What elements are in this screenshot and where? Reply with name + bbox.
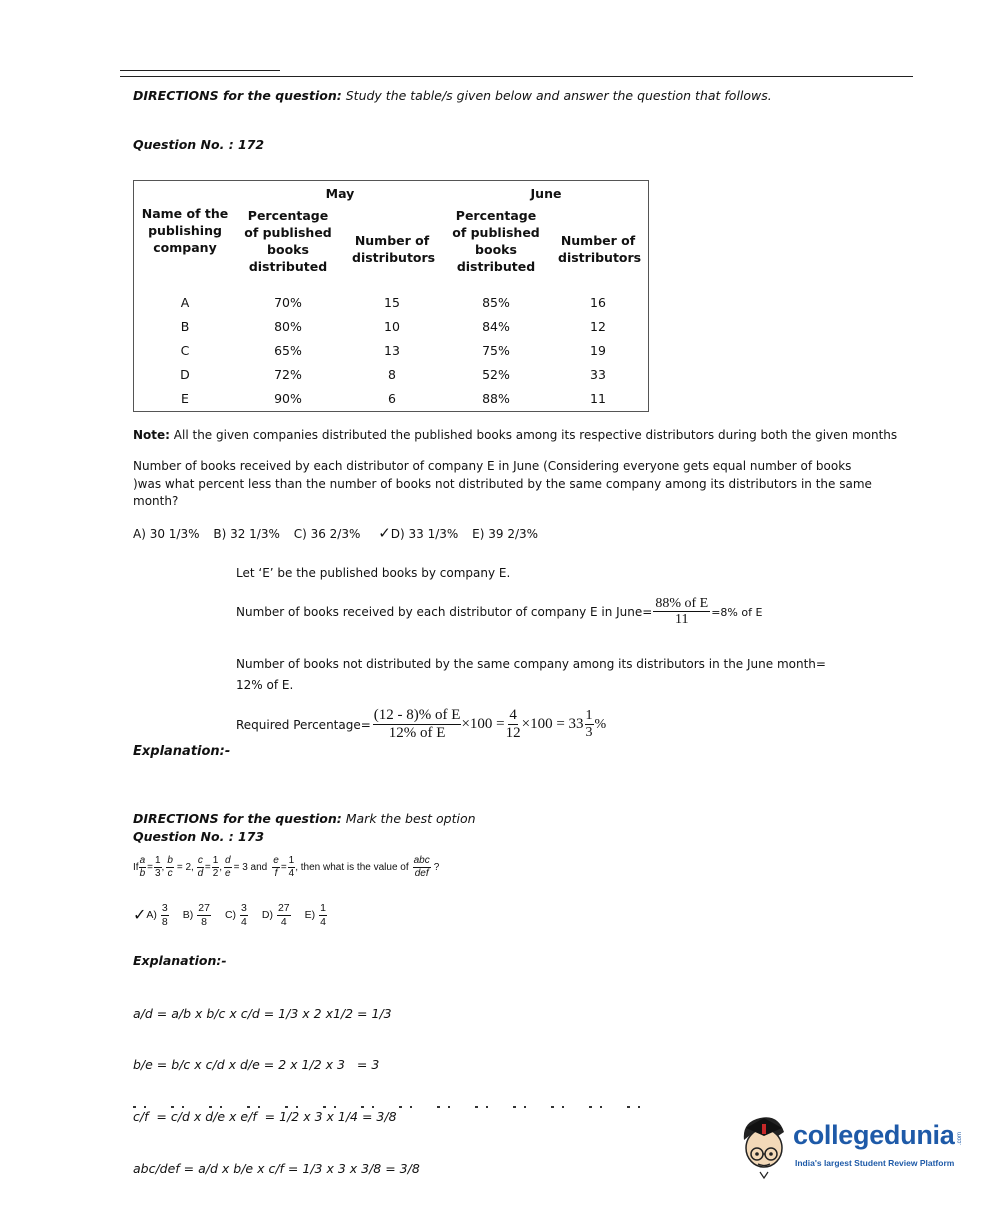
required-percentage <box>236 708 606 741</box>
table-row: E 90% 6 88% 11 <box>181 391 606 406</box>
explanation-173 <box>133 970 420 1195</box>
checkmark-icon: ✓ <box>378 524 391 542</box>
table-row: D 72% 8 52% 33 <box>180 367 606 382</box>
option-c[interactable]: C) 36 2/3% <box>293 527 361 541</box>
fraction-88-11: $\frac{\text{88\% of E}}{11}$ <box>655 596 709 627</box>
options-172 <box>133 524 538 542</box>
table-row: B 80% 10 84% 12 <box>180 319 606 334</box>
table-row: C 65% 13 75% 19 <box>180 343 606 358</box>
publishing-table <box>133 180 649 412</box>
question-number-173: Question No. : 173 <box>133 829 265 844</box>
header-june-percent: Percentage of published books distributed <box>452 207 540 274</box>
expl-line: c/f = c/d x d/e x e/f = 1/2 x 3 x 1/4 = 3/8 <box>133 1109 397 1125</box>
header-may-distributors: Number of distributors <box>352 232 436 265</box>
option-a[interactable]: A) 30 1/3% <box>133 527 200 541</box>
directions-label-173: DIRECTIONS for the question: <box>133 811 342 826</box>
note-label: Note: <box>133 428 170 442</box>
question-text-173: If $\frac{a}{b}$ = $\frac{1}{3}$ , $\frac{b}{c}$ = 2, $\frac{c}{d}$ = $\frac{1}{2}$ , $\frac{d}{e}$ = 3 and $\frac{e}{f}$ = $\frac{1}{4}$ , then what is the value of $\frac{\text{abc}}{\text{def}}$ ? <box>133 855 440 879</box>
option-e[interactable]: E) $\frac{1}{4}$ <box>304 902 326 928</box>
expl-line: a/d = a/b x b/c x c/d = 1/3 x 2 x1/2 = 1/3 <box>133 1005 392 1021</box>
logo-com: .com <box>957 1132 963 1146</box>
cutoff-text-line <box>133 1106 653 1108</box>
req-prefix: Required Percentage= <box>236 717 371 732</box>
logo-tagline: India's largest Student Review Platform <box>795 1158 955 1168</box>
note-text: All the given companies distributed the published books among its respective distributors during both the given months <box>173 428 898 442</box>
header-june-distributors: Number of distributors <box>558 232 642 265</box>
header-long-rule <box>120 76 913 77</box>
expl-line2-prefix: Number of books received by each distributor of company E in June= <box>236 605 653 619</box>
option-d[interactable]: D) 33 1/3% <box>390 527 459 541</box>
mascot-icon <box>738 1110 794 1180</box>
expl-line2-suffix: =8% of E <box>711 605 763 619</box>
header-company: Name of the publishing company <box>141 205 229 255</box>
req-mid: ×100 = <box>461 716 505 732</box>
option-b[interactable]: B) $\frac{27}{8}$ <box>182 902 210 928</box>
option-d[interactable]: D) $\frac{27}{4}$ <box>261 902 290 928</box>
option-e[interactable]: E) 39 2/3% <box>472 527 539 541</box>
expl-172-line1: Let ‘E’ be the published books by company E. <box>236 566 511 580</box>
option-c[interactable]: C) $\frac{3}{4}$ <box>224 902 247 928</box>
req-fraction-2: $\frac{4}{12}$ <box>505 707 521 741</box>
directions-173 <box>133 811 476 826</box>
expl-172-line3: Number of books not distributed by the same company among its distributors in the June month= 12% of E. <box>236 657 826 692</box>
expl-line: b/e = b/c x c/d x d/e = 2 x 1/2 x 3 = 3 <box>133 1057 380 1073</box>
question-text-172: Number of books received by each distributor of company E in June (Considering everyone gets equal number of books )was what percent less than the number of books not distributed by the same company among its distributors in the same month? <box>133 459 872 508</box>
option-b[interactable]: B) 32 1/3% <box>213 527 280 541</box>
table-row: A 70% 15 85% 16 <box>180 295 606 310</box>
question-number-172: Question No. : 172 <box>133 137 265 152</box>
header-short-rule <box>120 70 280 71</box>
options-173 <box>133 903 327 927</box>
note <box>133 428 897 442</box>
explanation-label-173: Explanation:- <box>133 953 227 968</box>
checkmark-icon: ✓ <box>133 907 147 924</box>
logo-name: collegedunia <box>793 1120 955 1150</box>
header-may-percent: Percentage of published books distributed <box>244 207 332 274</box>
directions-172 <box>133 88 772 103</box>
explanation-label-172: Explanation:- <box>133 744 231 759</box>
directions-label: DIRECTIONS for the question: <box>133 88 342 103</box>
option-a[interactable]: A) $\frac{3}{8}$ <box>146 902 168 928</box>
req-fraction-1: $\frac{\text{(12 - 8)\% of E}}{\text{12\% of E}}$ <box>373 707 461 741</box>
expl-172-line2 <box>236 597 762 627</box>
directions-text: Study the table/s given below and answer the question that follows. <box>345 88 772 103</box>
directions-text-173: Mark the best option <box>345 811 476 826</box>
req-fraction-3: $\frac{1}{3}$ <box>585 708 593 740</box>
expl-line: abc/def = a/d x b/e x c/f = 1/3 x 3 x 3/8 = 3/8 <box>133 1161 420 1177</box>
month-june: June <box>530 186 562 202</box>
req-mid2: ×100 = 33 <box>521 716 584 732</box>
collegedunia-logo <box>738 1110 968 1180</box>
req-pct: % <box>594 716 607 732</box>
month-may: May <box>325 186 355 202</box>
